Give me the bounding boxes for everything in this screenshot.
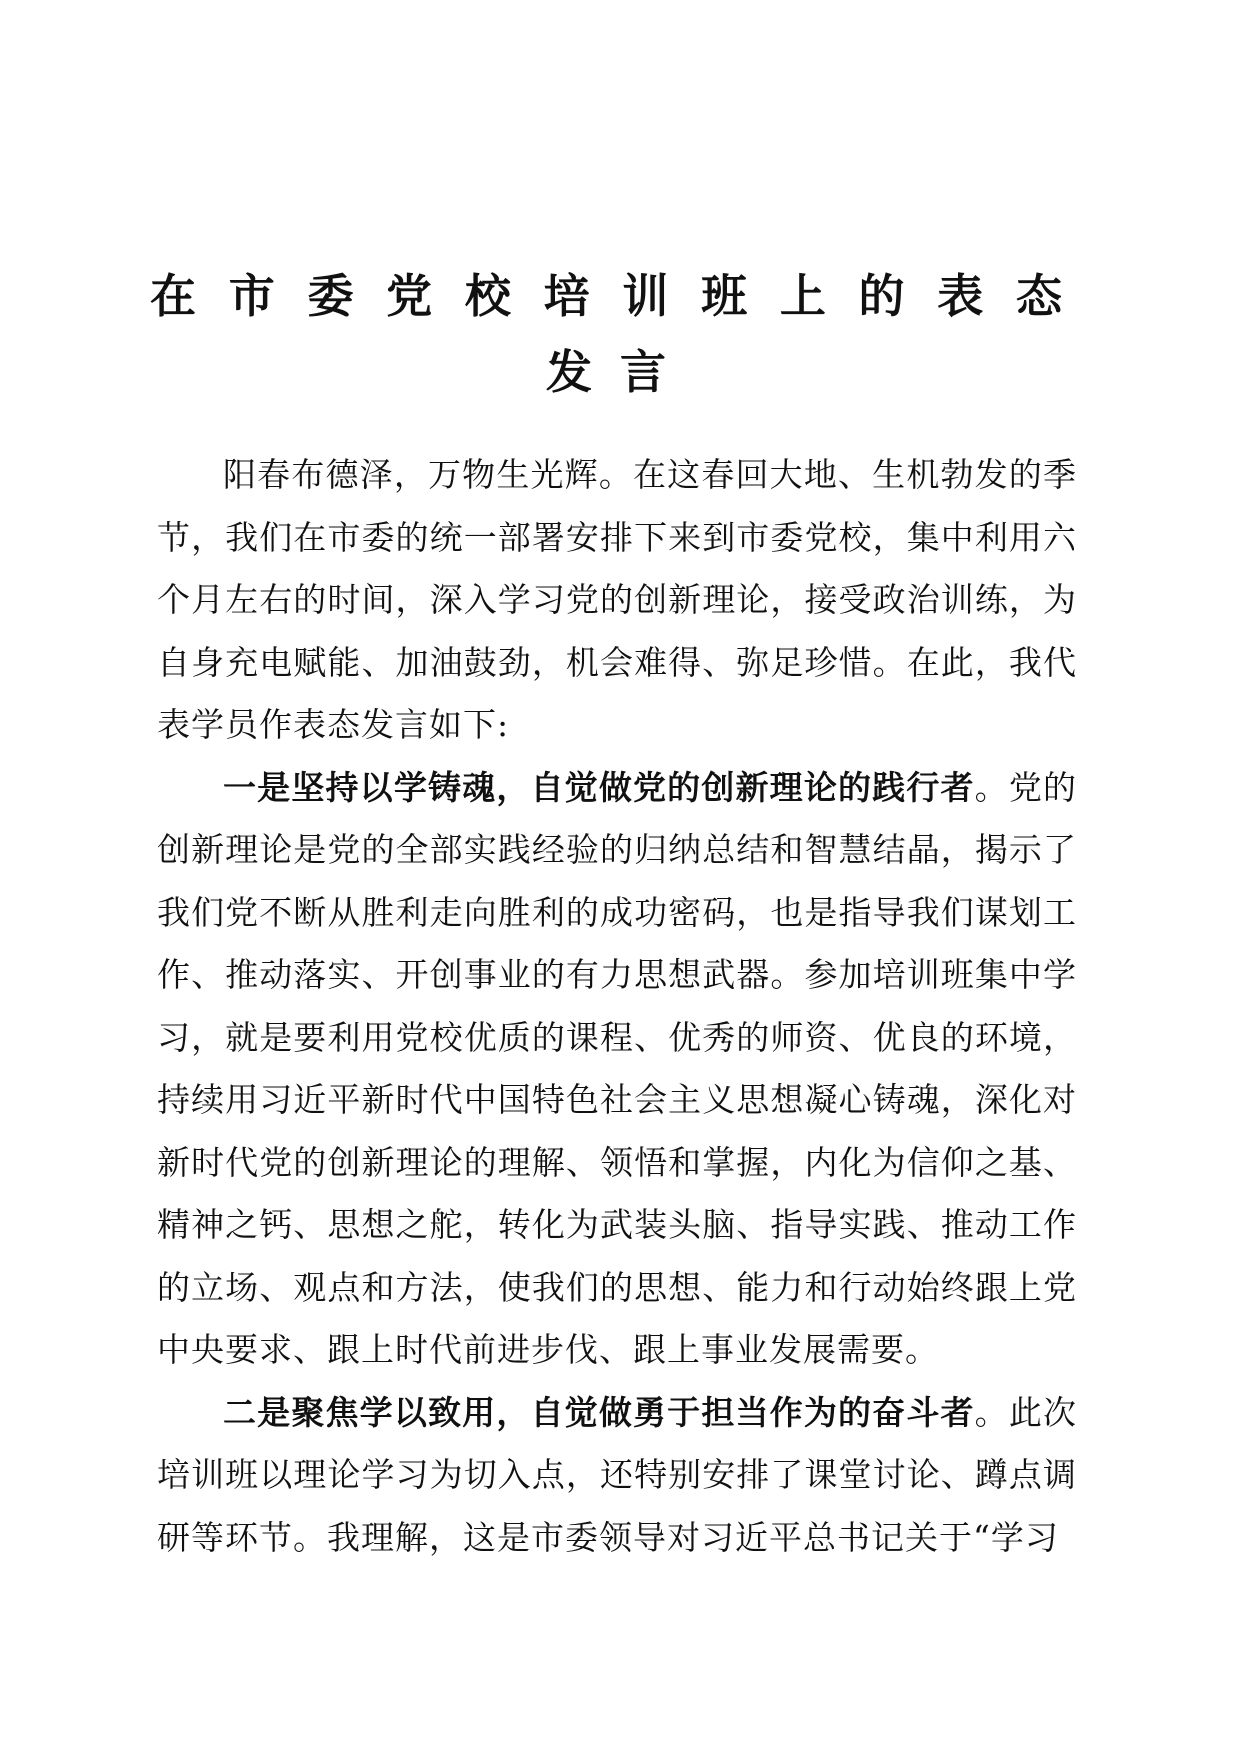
paragraph-intro <box>157 444 1077 757</box>
paragraph-text: 。此次培训班以理论学习为切入点，还特别安排了课堂讨论、蹲点调研等环节。我理解，这是市委领导对习近平总书记关于“学习 <box>157 1392 1078 1557</box>
paragraph-text: 。党的创新理论是党的全部实践经验的归纳总结和智慧结晶，揭示了我们党不断从胜利走向胜利的成功密码，也是指导我们谋划工作、推动落实、开创事业的有力思想武器。参加培训班集中学习，就是要利用党校优质的课程、优秀的师资、优良的环境，持续用习近平新时代中国特色社会主义思想凝心铸魂，深化对新时代党的创新理论的理解、领悟和掌握，内化为信仰之基、精神之钙、思想之舵，转化为武装头脑、指导实践、推动工作的立场、观点和方法，使我们的思想、能力和行动始终跟上党中央要求、跟上时代前进步伐、跟上事业发展需要。 <box>157 767 1078 1369</box>
paragraph-lead: 一是坚持以学铸魂，自觉做党的创新理论的践行者 <box>223 767 975 807</box>
paragraph-point-two <box>157 1382 1077 1570</box>
document-title: 在市委党校培训班上的表态发言 <box>150 269 1090 399</box>
paragraph-text: 阳春布德泽，万物生光辉。在这春回大地、生机勃发的季节，我们在市委的统一部署安排下来到市委党校，集中利用六个月左右的时间，深入学习党的创新理论，接受政治训练，为自身充电赋能、加油鼓劲，机会难得、弥足珍惜。在此，我代表学员作表态发言如下: <box>157 455 1077 744</box>
paragraph-lead: 二是聚焦学以致用，自觉做勇于担当作为的奋斗者 <box>223 1392 975 1432</box>
document-body <box>157 444 1077 1569</box>
paragraph-point-one <box>157 757 1077 1382</box>
